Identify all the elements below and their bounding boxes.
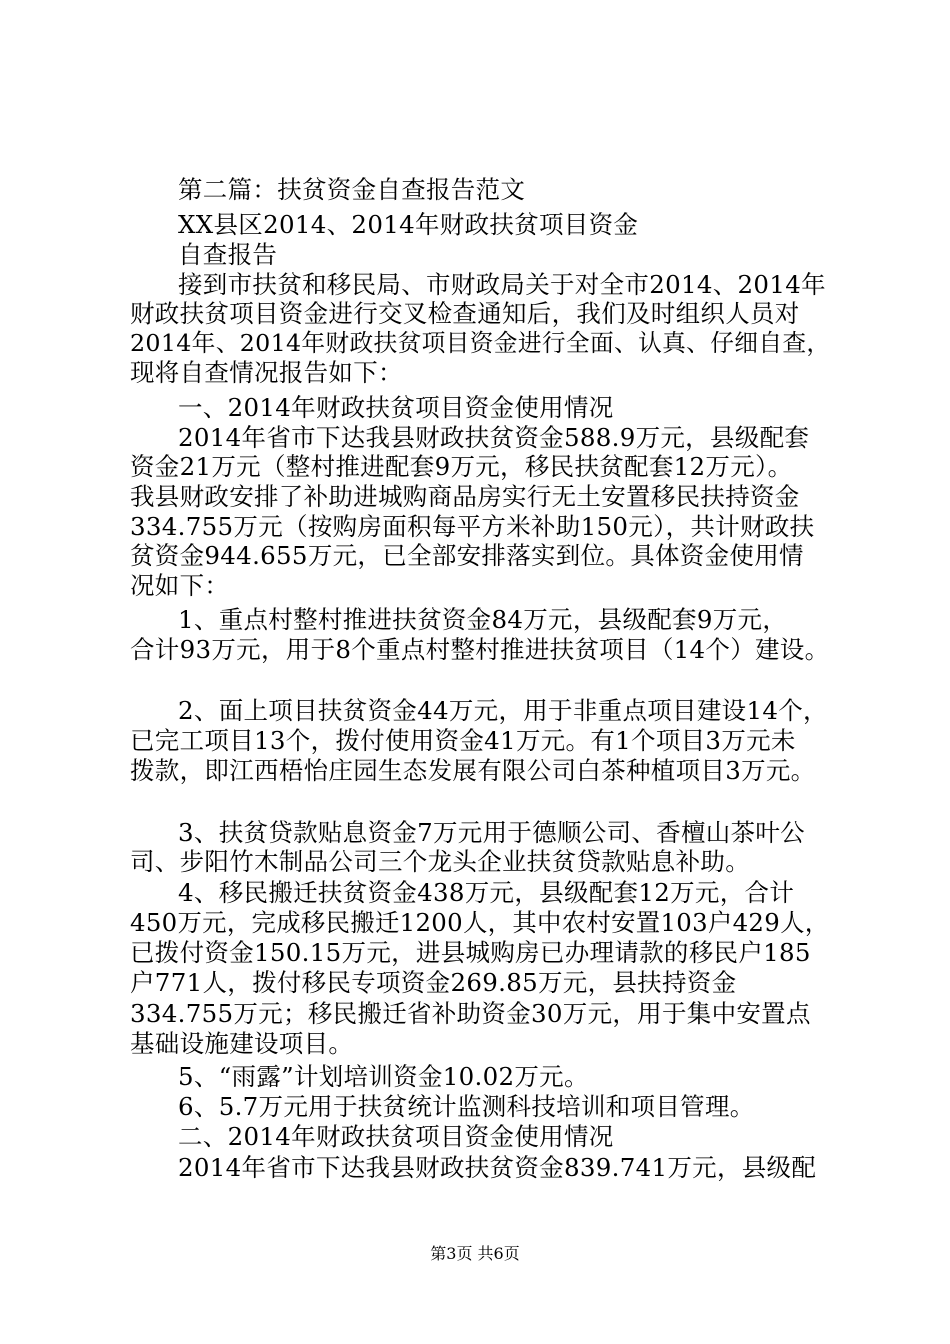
text-line: 基础设施建设项目。: [130, 1029, 354, 1058]
report-title-line: XX县区2014、2014年财政扶贫项目资金: [178, 210, 639, 239]
text-line: 我县财政安排了补助进城购商品房实行无土安置移民扶持资金: [130, 482, 800, 511]
page-footer: 第3页 共6页: [430, 1244, 520, 1263]
text-line: 贫资金944.655万元，已全部安排落实到位。具体资金使用情: [130, 541, 804, 570]
text-line: 接到市扶贫和移民局、市财政局关于对全市2014、2014年: [178, 270, 826, 299]
text-line: 合计93万元，用于8个重点村整村推进扶贫项目（14个）建设。: [130, 635, 830, 664]
text-line: 司、步阳竹木制品公司三个龙头企业扶贫贷款贴息补助。: [130, 847, 750, 876]
text-line: 6、5.7万元用于扶贫统计监测科技培训和项目管理。: [178, 1092, 755, 1121]
text-line: 拨款，即江西梧怡庄园生态发展有限公司白茶种植项目3万元。: [130, 756, 816, 785]
text-line: 现将自查情况报告如下：: [130, 358, 403, 387]
text-line: 334.755万元（按购房面积每平方米补助150元），共计财政扶: [130, 512, 815, 541]
text-line: 已完工项目13个，拨付使用资金41万元。有1个项目3万元未: [130, 726, 796, 755]
text-line: 4、移民搬迁扶贫资金438万元，县级配套12万元，合计: [178, 878, 795, 907]
text-line: 3、扶贫贷款贴息资金7万元用于德顺公司、香檀山茶叶公: [178, 818, 805, 847]
section-heading: 二、2014年财政扶贫项目资金使用情况: [178, 1122, 614, 1151]
text-line: 资金21万元（整村推进配套9万元，移民扶贫配套12万元）。: [130, 452, 793, 481]
text-line: 2014年省市下达我县财政扶贫资金588.9万元，县级配套: [178, 423, 810, 452]
text-line: 2014年省市下达我县财政扶贫资金839.741万元，县级配: [178, 1153, 817, 1182]
text-line: 财政扶贫项目资金进行交叉检查通知后，我们及时组织人员对: [130, 299, 800, 328]
text-line: 2014年、2014年财政扶贫项目资金进行全面、认真、仔细自查，: [130, 329, 831, 357]
text-line: 已拨付资金150.15万元，进县城购房已办理请款的移民户185: [130, 938, 811, 967]
section-heading: 一、2014年财政扶贫项目资金使用情况: [178, 393, 614, 422]
section-title: 第二篇：扶贫资金自查报告范文: [178, 175, 526, 204]
text-line: 5、“雨露”计划培训资金10.02万元。: [178, 1062, 589, 1091]
text-line: 况如下：: [130, 571, 230, 600]
text-line: 334.755万元；移民搬迁省补助资金30万元，用于集中安置点: [130, 999, 811, 1028]
text-line: 户771人，拨付移民专项资金269.85万元，县扶持资金: [130, 968, 737, 997]
text-line: 1、重点村整村推进扶贫资金84万元，县级配套9万元，: [178, 605, 788, 634]
text-line: 450万元，完成移民搬迁1200人，其中农村安置103户429人，: [130, 908, 830, 937]
text-line: 2、面上项目扶贫资金44万元，用于非重点项目建设14个，: [178, 696, 828, 725]
report-subtitle: 自查报告: [178, 240, 278, 269]
